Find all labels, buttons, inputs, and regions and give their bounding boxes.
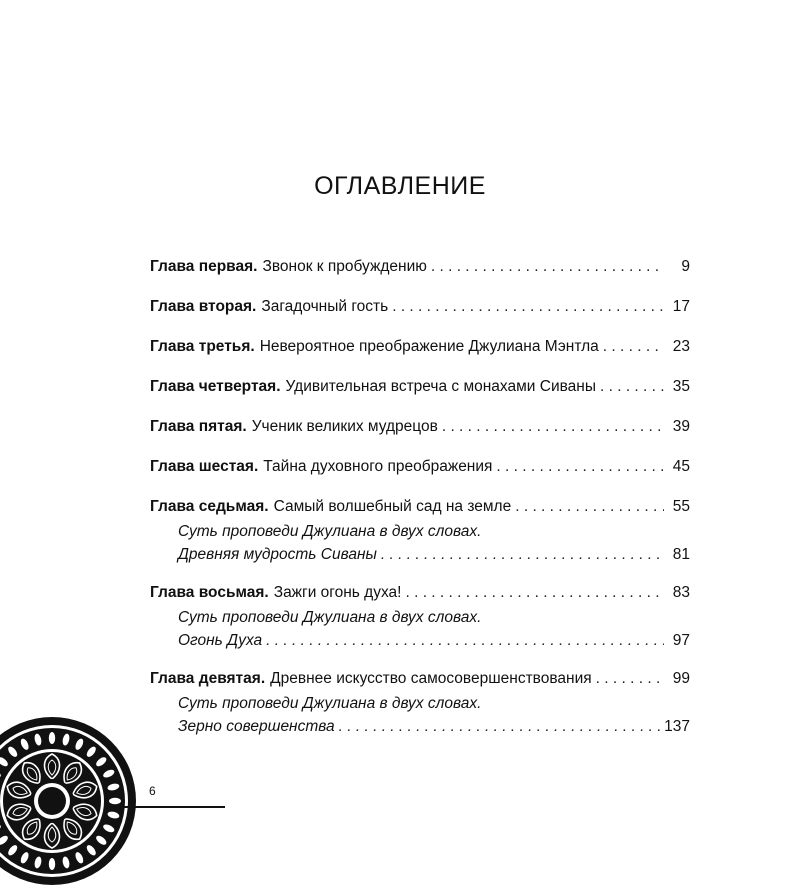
table-of-contents: [150, 253, 690, 751]
page-number: 55: [672, 498, 690, 515]
page-number: 83: [672, 584, 690, 601]
toc-chapter-6: [150, 453, 690, 480]
mandala-ornament-icon: [0, 715, 138, 887]
page-number: 39: [672, 418, 690, 435]
toc-chapter-5: [150, 413, 690, 440]
chapter-label: Глава пятая.: [150, 418, 247, 435]
subentry-heading: Суть проповеди Джулиана в двух словах.: [178, 695, 482, 712]
chapter-title: Загадочный гость: [261, 298, 389, 315]
toc-entry[interactable]: [150, 333, 690, 360]
subentry-title: Зерно совершенства: [178, 718, 335, 735]
chapter-label: Глава восьмая.: [150, 584, 269, 601]
dot-leader: [515, 493, 664, 520]
dot-leader: [603, 333, 664, 360]
chapter-title: Невероятное преображение Джулиана Мэнтла: [259, 338, 599, 355]
toc-entry[interactable]: [150, 293, 690, 320]
ornament-bead: [49, 858, 55, 870]
chapter-title: Древнее искусство самосовершенствования: [270, 670, 592, 687]
toc-chapter-8: [150, 579, 690, 652]
chapter-label: Глава первая.: [150, 258, 258, 275]
page-folio: 6: [149, 784, 156, 798]
toc-subentry-heading: [150, 520, 690, 543]
chapter-label: Глава шестая.: [150, 458, 259, 475]
subentry-heading: Суть проповеди Джулиана в двух словах.: [178, 609, 482, 626]
page-number: 9: [681, 258, 690, 275]
toc-entry[interactable]: [150, 493, 690, 520]
page-number: 81: [672, 546, 690, 563]
dot-leader: [339, 715, 661, 738]
chapter-label: Глава девятая.: [150, 670, 266, 687]
toc-entry[interactable]: [150, 253, 690, 280]
toc-subentry[interactable]: [150, 543, 690, 566]
page-title: ОГЛАВЛЕНИЕ: [314, 172, 486, 200]
ornament-bead: [109, 798, 121, 804]
chapter-title: Удивительная встреча с монахами Сиваны: [285, 378, 596, 395]
dot-leader: [496, 453, 664, 480]
dot-leader: [600, 373, 664, 400]
ornament-bead: [49, 732, 55, 744]
page-number: 23: [672, 338, 690, 355]
page-number: 97: [672, 632, 690, 649]
page-number: 17: [672, 298, 690, 315]
dot-leader: [405, 579, 664, 606]
page-number: 99: [672, 670, 690, 687]
toc-chapter-4: [150, 373, 690, 400]
toc-subentry[interactable]: [150, 629, 690, 652]
toc-chapter-3: [150, 333, 690, 360]
toc-entry[interactable]: [150, 453, 690, 480]
dot-leader: [266, 629, 664, 652]
page-number: 35: [672, 378, 690, 395]
toc-entry[interactable]: [150, 373, 690, 400]
chapter-label: Глава седьмая.: [150, 498, 269, 515]
chapter-label: Глава третья.: [150, 338, 255, 355]
chapter-title: Зажги огонь духа!: [273, 584, 402, 601]
toc-subentry[interactable]: [150, 715, 690, 738]
folio-rule: [120, 806, 225, 808]
page-number: 45: [672, 458, 690, 475]
chapter-label: Глава четвертая.: [150, 378, 281, 395]
toc-entry[interactable]: [150, 579, 690, 606]
toc-chapter-1: [150, 253, 690, 280]
chapter-title: Самый волшебный сад на земле: [273, 498, 512, 515]
chapter-title: Ученик великих мудрецов: [251, 418, 438, 435]
subentry-title: Огонь Духа: [178, 632, 263, 649]
chapter-title: Звонок к пробуждению: [262, 258, 427, 275]
dot-leader: [381, 543, 664, 566]
toc-subentry-heading: [150, 692, 690, 715]
toc-subentry-heading: [150, 606, 690, 629]
toc-entry[interactable]: [150, 665, 690, 692]
dot-leader: [392, 293, 664, 320]
page-number: 137: [664, 718, 690, 735]
toc-chapter-2: [150, 293, 690, 320]
subentry-title: Древняя мудрость Сиваны: [178, 546, 377, 563]
toc-entry[interactable]: [150, 413, 690, 440]
chapter-label: Глава вторая.: [150, 298, 257, 315]
chapter-title: Тайна духовного преображения: [263, 458, 493, 475]
toc-chapter-7: [150, 493, 690, 566]
subentry-heading: Суть проповеди Джулиана в двух словах.: [178, 523, 482, 540]
dot-leader: [431, 253, 664, 280]
dot-leader: [442, 413, 664, 440]
dot-leader: [596, 665, 664, 692]
toc-chapter-9: [150, 665, 690, 738]
